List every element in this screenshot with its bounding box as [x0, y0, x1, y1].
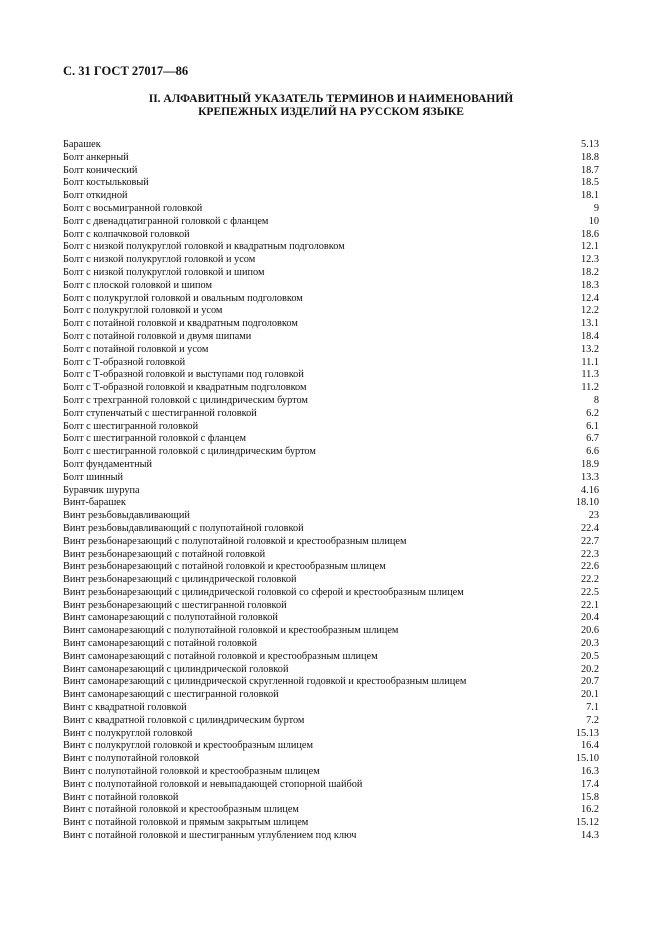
index-entry [63, 216, 599, 229]
index-term: Болт ступенчатый с шестигранной головкой [63, 407, 257, 419]
index-code: 12.1 [580, 241, 599, 253]
index-term: Болт с потайной головкой и квадратным подголовком [63, 318, 298, 330]
index-code: 16.2 [580, 804, 599, 816]
index-entry [63, 305, 599, 318]
index-entry [63, 779, 599, 792]
index-term: Болт с низкой полукруглой головкой и усом [63, 254, 256, 266]
index-entry [63, 753, 599, 766]
index-term: Болт с Т-образной головкой [63, 356, 186, 368]
index-entry [63, 497, 599, 510]
index-term: Болт костыльковый [63, 177, 149, 189]
index-term: Винт резьбонарезающий с потайной головкой и крестообразным шлицем [63, 561, 386, 573]
index-term: Винт резьбонарезающий с цилиндрической головкой [63, 574, 297, 586]
index-term: Винт самонарезающий с цилиндрической головкой [63, 663, 289, 675]
index-entry [63, 190, 599, 203]
index-term: Болт шинный [63, 471, 124, 483]
index-code: 6.7 [586, 433, 599, 445]
index-code: 15.13 [575, 727, 599, 739]
index-code: 20.2 [580, 663, 599, 675]
index-term: Винт резьбовыдавливающий с полупотайной головкой [63, 522, 304, 534]
index-entry [63, 651, 599, 664]
index-code: 20.4 [580, 612, 599, 624]
index-code: 13.3 [580, 471, 599, 483]
index-term: Винт резьбовыдавливающий [63, 510, 190, 522]
index-entry [63, 830, 599, 843]
index-code: 15.10 [575, 753, 599, 765]
index-code: 18.10 [575, 497, 599, 509]
index-entry [63, 740, 599, 753]
section-title [63, 93, 599, 119]
index-entry [63, 433, 599, 446]
index-code: 11.1 [581, 356, 599, 368]
index-code: 13.1 [580, 318, 599, 330]
index-entry [63, 510, 599, 523]
index-term: Винт с потайной головкой и шестигранным углублением под ключ [63, 830, 357, 842]
index-code: 20.5 [580, 650, 599, 662]
index-term: Болт с шестигранной головкой с фланцем [63, 433, 247, 445]
index-entry [63, 421, 599, 434]
index-code: 22.6 [580, 561, 599, 573]
index-code: 13.2 [580, 343, 599, 355]
index-term: Болт с потайной головкой и двумя шипами [63, 330, 252, 342]
index-entry [63, 267, 599, 280]
index-entry [63, 382, 599, 395]
index-term: Болт с шестигранной головкой с цилиндрическим буртом [63, 446, 316, 458]
index-code: 18.6 [580, 228, 599, 240]
index-entry [63, 331, 599, 344]
index-term: Болт с плоской головкой и шипом [63, 279, 212, 291]
index-term: Болт с низкой полукруглой головкой и квадратным подголовком [63, 241, 345, 253]
index-entry [63, 254, 599, 267]
index-term: Винт с квадратной головкой с цилиндрическим буртом [63, 714, 305, 726]
index-entry [63, 689, 599, 702]
index-term: Болт анкерный [63, 151, 129, 163]
index-entry [63, 280, 599, 293]
index-code: 11.2 [581, 382, 599, 394]
index-term: Болт конический [63, 164, 138, 176]
index-code: 16.4 [580, 740, 599, 752]
index-code: 22.2 [580, 574, 599, 586]
index-entry [63, 664, 599, 677]
index-entry [63, 600, 599, 613]
index-term: Винт с полупотайной головкой [63, 753, 200, 765]
index-entry [63, 395, 599, 408]
index-code: 20.6 [580, 625, 599, 637]
index-term: Болт с двенадцатигранной головкой с фланцем [63, 215, 269, 227]
section-title-line: II. АЛФАВИТНЫЙ УКАЗАТЕЛЬ ТЕРМИНОВ И НАИМЕНОВАНИЙ [148, 93, 514, 105]
index-entry [63, 804, 599, 817]
index-term: Винт резьбонарезающий с шестигранной головкой [63, 599, 287, 611]
index-entry [63, 536, 599, 549]
index-code: 11.3 [581, 369, 599, 381]
index-code: 9 [593, 202, 599, 214]
index-entry [63, 408, 599, 421]
index-code: 7.2 [586, 714, 599, 726]
index-entry [63, 625, 599, 638]
index-term: Болт с трехгранной головкой с цилиндрическим буртом [63, 394, 308, 406]
index-term: Винт с квадратной головкой [63, 702, 187, 714]
index-term: Винт самонарезающий с потайной головкой и крестообразным шлицем [63, 650, 378, 662]
index-entry [63, 485, 599, 498]
page-header: С. 31 ГОСТ 27017—86 [63, 64, 189, 78]
index-code: 22.4 [580, 522, 599, 534]
index-code: 12.4 [580, 292, 599, 304]
index-entry [63, 446, 599, 459]
index-term: Болт с шестигранной головкой [63, 420, 199, 432]
index-code: 20.3 [580, 638, 599, 650]
index-code: 18.1 [580, 190, 599, 202]
index-code: 16.3 [580, 766, 599, 778]
index-entry [63, 561, 599, 574]
index-term: Болт с полукруглой головкой и усом [63, 305, 223, 317]
index-entry [63, 203, 599, 216]
index-code: 18.9 [580, 458, 599, 470]
index-entry [63, 318, 599, 331]
index-code: 18.8 [580, 151, 599, 163]
index-code: 20.7 [580, 676, 599, 688]
index-code: 12.3 [580, 254, 599, 266]
index-code: 4.16 [580, 484, 599, 496]
index-term: Болт с колпачковой головкой [63, 228, 190, 240]
section-title-line: КРЕПЕЖНЫХ ИЗДЕЛИЙ НА РУССКОМ ЯЗЫКЕ [198, 106, 464, 118]
index-term: Винт самонарезающий с полупотайной головкой и крестообразным шлицем [63, 625, 399, 637]
index-code: 15.8 [580, 791, 599, 803]
index-term: Болт с восьмигранной головкой [63, 202, 203, 214]
index-term: Винт с потайной головкой и крестообразным шлицем [63, 804, 299, 816]
index-term: Винт с полукруглой головкой [63, 727, 193, 739]
index-term: Болт откидной [63, 190, 128, 202]
index-code: 6.6 [586, 446, 599, 458]
index-term: Винт самонарезающий с шестигранной головкой [63, 689, 279, 701]
index-code: 22.7 [580, 535, 599, 547]
index-term: Винт резьбонарезающий с потайной головкой [63, 548, 266, 560]
index-code: 7.1 [586, 702, 599, 714]
index-term: Винт с полупотайной головкой и невыпадающей стопорной шайбой [63, 778, 363, 790]
index-entry [63, 587, 599, 600]
index-term: Винт с полукруглой головкой и крестообразным шлицем [63, 740, 314, 752]
index-entry [63, 612, 599, 625]
index-code: 8 [593, 394, 599, 406]
index-entry [63, 638, 599, 651]
index-entry [63, 472, 599, 485]
index-term: Винт самонарезающий с полупотайной головкой [63, 612, 278, 624]
index-entry [63, 676, 599, 689]
index-entry [63, 357, 599, 370]
index-entry [63, 229, 599, 242]
index-entry [63, 574, 599, 587]
index-entry [63, 139, 599, 152]
index-code: 22.3 [580, 548, 599, 560]
index-code: 6.2 [586, 407, 599, 419]
index-term: Винт самонарезающий с цилиндрической скругленной годовкой и крестообразным шлицем [63, 676, 467, 688]
index-code: 15.12 [575, 817, 599, 829]
index-entry [63, 728, 599, 741]
index-code: 12.2 [580, 305, 599, 317]
index-entry [63, 817, 599, 830]
index-term: Барашек [63, 139, 101, 150]
index-term: Болт с Т-образной головкой и квадратным подголовком [63, 382, 307, 394]
term-index-list [63, 139, 599, 843]
index-entry [63, 241, 599, 254]
index-code: 5.13 [580, 139, 599, 150]
index-entry [63, 766, 599, 779]
index-code: 20.1 [580, 689, 599, 701]
index-entry [63, 293, 599, 306]
index-term: Буравчик шурупа [63, 484, 140, 496]
index-entry [63, 549, 599, 562]
index-term: Винт с потайной головкой [63, 791, 179, 803]
index-code: 23 [588, 510, 599, 522]
index-term: Винт резьбонарезающий с цилиндрической головкой со сферой и крестообразным шлицем [63, 586, 464, 598]
index-term: Болт фундаментный [63, 458, 153, 470]
index-term: Винт-барашек [63, 497, 126, 509]
index-entry [63, 344, 599, 357]
index-entry [63, 369, 599, 382]
index-code: 10 [588, 215, 599, 227]
index-entry [63, 459, 599, 472]
index-entry [63, 715, 599, 728]
index-term: Винт с полупотайной головкой и крестообразным шлицем [63, 766, 320, 778]
index-entry [63, 177, 599, 190]
index-entry [63, 165, 599, 178]
index-entry [63, 523, 599, 536]
index-entry [63, 702, 599, 715]
index-term: Болт с потайной головкой и усом [63, 343, 209, 355]
index-term: Болт с полукруглой головкой и овальным подголовком [63, 292, 303, 304]
index-code: 18.5 [580, 177, 599, 189]
index-code: 18.3 [580, 279, 599, 291]
index-code: 18.4 [580, 330, 599, 342]
index-entry [63, 792, 599, 805]
index-code: 22.5 [580, 586, 599, 598]
index-term: Винт резьбонарезающий с полупотайной головкой и крестообразным шлицем [63, 535, 407, 547]
index-entry [63, 152, 599, 165]
index-term: Винт самонарезающий с потайной головкой [63, 638, 258, 650]
index-code: 18.7 [580, 164, 599, 176]
index-code: 18.2 [580, 266, 599, 278]
index-term: Болт с Т-образной головкой и выступами под головкой [63, 369, 304, 381]
index-term: Болт с низкой полукруглой головкой и шипом [63, 266, 265, 278]
index-code: 6.1 [586, 420, 599, 432]
index-code: 22.1 [580, 599, 599, 611]
index-term: Винт с потайной головкой и прямым закрытым шлицем [63, 817, 309, 829]
index-code: 14.3 [580, 830, 599, 842]
index-code: 17.4 [580, 778, 599, 790]
